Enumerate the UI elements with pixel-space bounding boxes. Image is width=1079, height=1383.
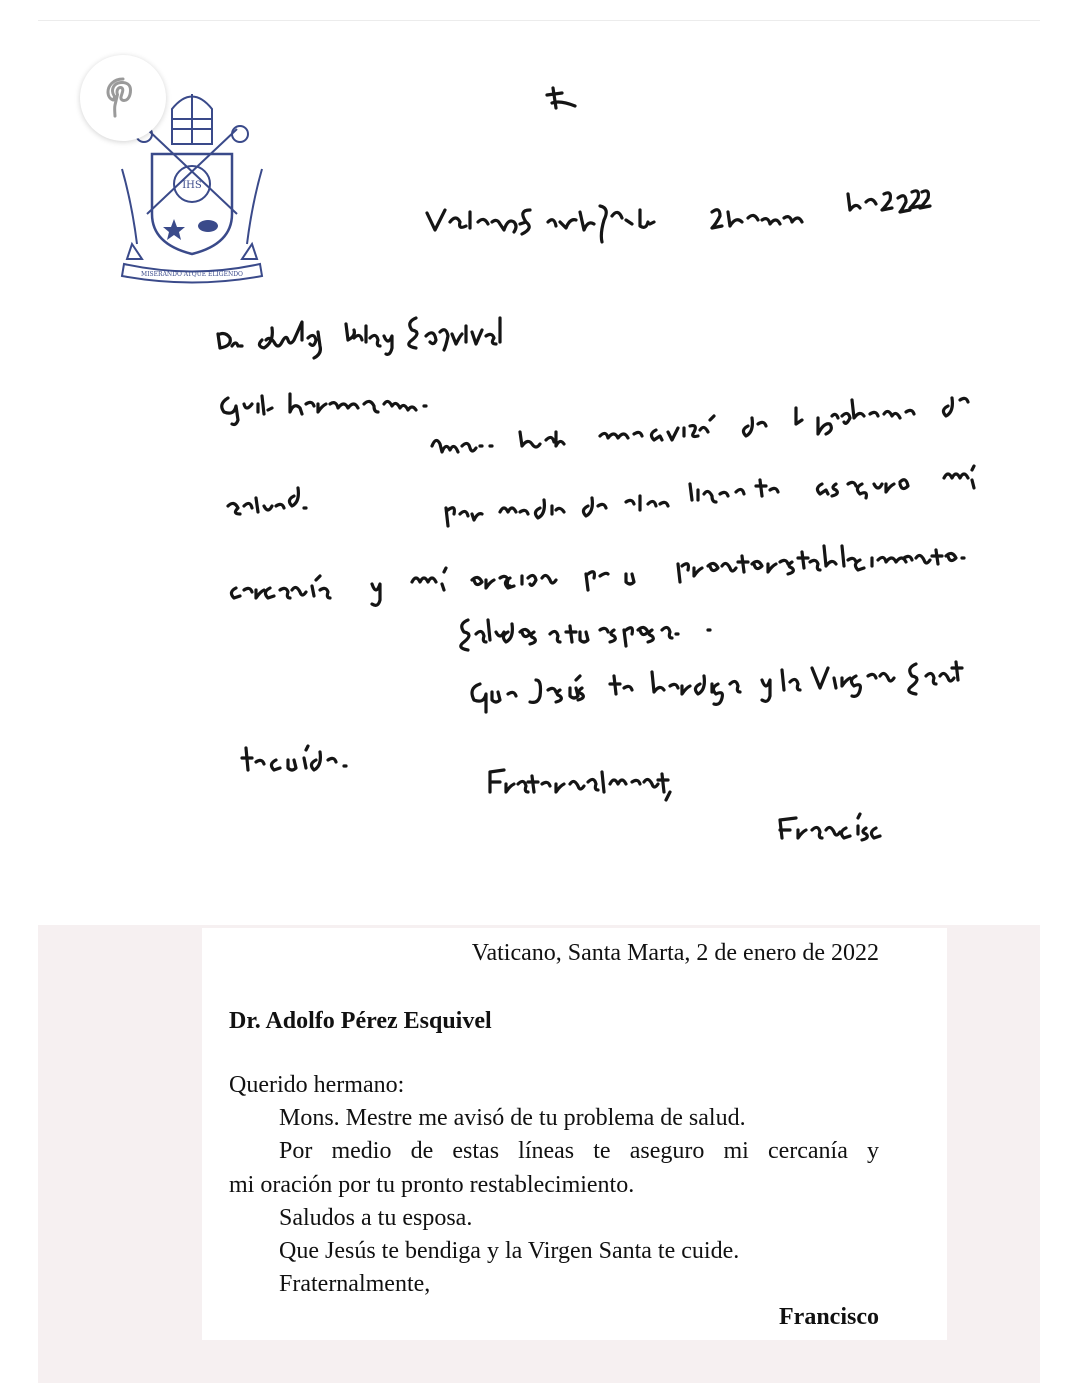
handwritten-paragraph-2-line-2	[231, 546, 964, 605]
letter-signature: Francisco	[779, 1304, 879, 1330]
handwritten-paragraph-4	[472, 662, 962, 712]
letter-paragraph-2-line-2: mi oración por tu pronto restablecimiento.	[229, 1172, 635, 1198]
letter-paragraph-2-line-1: Por medio de estas líneas te aseguro mi cercanía y	[279, 1138, 879, 1164]
letter-paragraph-3: Saludos a tu esposa.	[279, 1205, 473, 1231]
handwritten-cross-mark	[547, 88, 575, 108]
handwritten-addressee	[218, 318, 500, 358]
handwritten-salutation	[222, 394, 426, 425]
emblem-monogram: IHS	[182, 180, 202, 191]
handwritten-signature	[780, 814, 880, 840]
emblem-motto: MISERANDO ATQUE ELIGENDO	[141, 271, 243, 278]
handwritten-paragraph-3	[461, 620, 710, 650]
letter-addressee: Dr. Adolfo Pérez Esquivel	[229, 1008, 492, 1034]
handwritten-date	[427, 191, 930, 242]
handwritten-paragraph-1	[432, 398, 968, 452]
letter-paragraph-4: Que Jesús te bendiga y la Virgen Santa te cuide.	[279, 1238, 740, 1264]
handwritten-closing	[490, 770, 670, 800]
handwritten-paragraph-4-cont	[242, 746, 346, 770]
letter-date: Vaticano, Santa Marta, 2 de enero de 2022	[471, 940, 879, 966]
letter-salutation: Querido hermano:	[229, 1072, 405, 1098]
handwritten-paragraph-2-line-1	[228, 466, 974, 526]
letter-paragraph-1: Mons. Mestre me avisó de tu problema de salud.	[279, 1105, 746, 1131]
letter-closing: Fraternalmente,	[279, 1271, 431, 1297]
